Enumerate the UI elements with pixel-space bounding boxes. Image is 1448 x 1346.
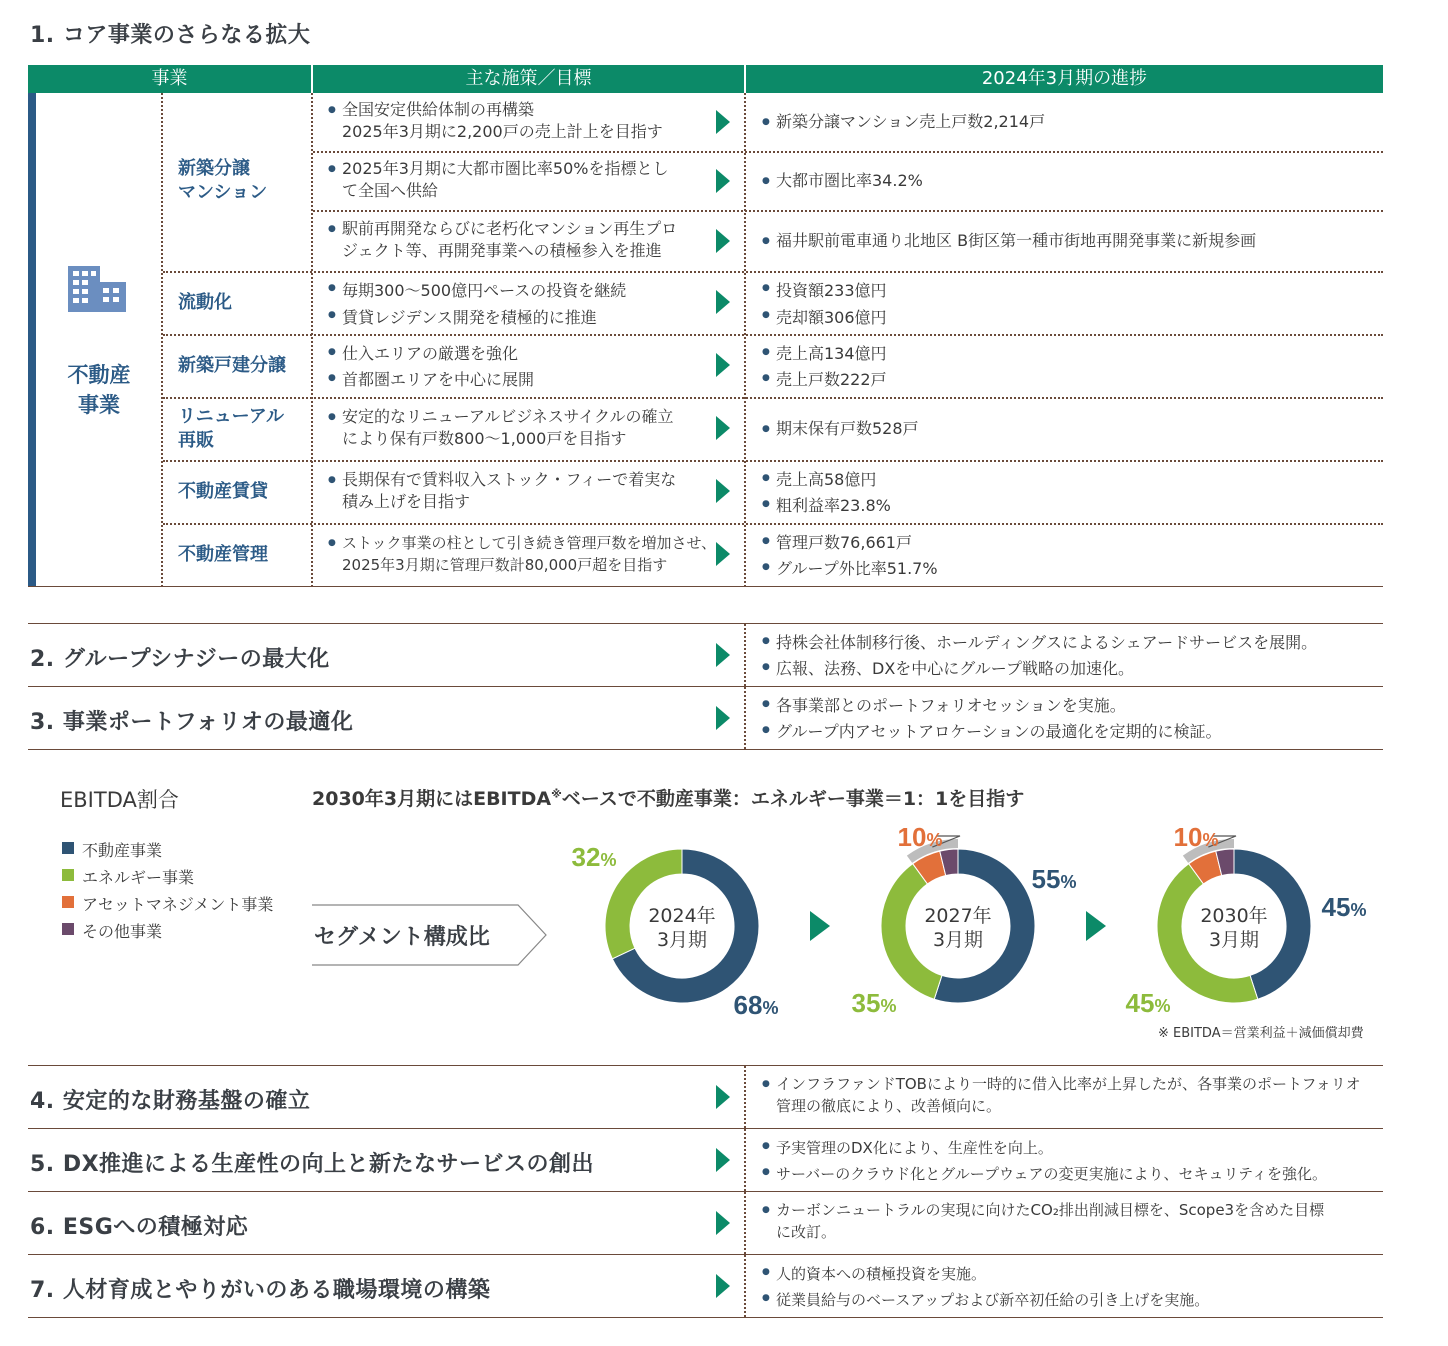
bullet: ● 管理戸数76,661戸 — [762, 530, 938, 556]
bullet: ● 売上戸数222戸 — [762, 367, 887, 393]
header-progress: 2024年3月期の進捗 — [981, 68, 1148, 89]
bullet: ● 毎期300～500億円ペースの投資を継続 — [328, 277, 626, 304]
donut-charts — [540, 800, 1440, 1030]
column-divider — [311, 93, 313, 587]
legend-label: 不動産事業 — [82, 841, 163, 860]
arrow-icon — [716, 1211, 730, 1235]
bullet: ● 広報、法務、DXを中心にグループ戦略の加速化。 — [762, 656, 1317, 682]
arrow-icon — [716, 290, 730, 314]
measure-row-2 — [328, 158, 668, 202]
segment-label: セグメント構成比 — [314, 925, 490, 950]
progress-row-2 — [762, 170, 923, 192]
section-4-bullets — [762, 1073, 1361, 1117]
section-divider — [28, 623, 1383, 624]
legend-label: その他事業 — [82, 922, 163, 941]
footnote: ※ EBITDA＝営業利益＋減価償却費 — [1158, 1026, 1364, 1041]
column-divider — [744, 624, 746, 686]
legend-swatch — [62, 842, 74, 854]
section-5-bullets — [762, 1135, 1327, 1187]
arrow-icon — [716, 1274, 730, 1298]
sub-label-condo: 新築分譲 マンション — [178, 158, 268, 203]
section-divider — [28, 686, 1383, 687]
bullet: ● 賃貸レジデンス開発を積極的に推進 — [328, 304, 626, 331]
bullet: ● ストック事業の柱として引き続き管理戸数を増加させ、 2025年3月期に管理戸数計80,000戸超を目指す — [328, 532, 716, 576]
bullet: ● 安定的なリニューアルビジネスサイクルの確立 により保有戸数800～1,000戸を目指す — [328, 406, 674, 450]
column-divider — [161, 93, 163, 587]
bullet: ● 大都市圏比率34.2% — [762, 170, 923, 192]
section-2-title: 2. グループシナジーの最大化 — [30, 647, 330, 672]
bullet: ● グループ内アセットアロケーションの最適化を定期的に検証。 — [762, 719, 1221, 745]
donut-center-label: 3月期 — [656, 929, 708, 951]
header-measures: 主な施策／目標 — [465, 68, 592, 89]
headline-text: 2030年3月期にはEBITDA — [312, 788, 552, 810]
pct-label-other: 10% — [1173, 822, 1219, 852]
section-divider — [28, 1191, 1383, 1192]
section-divider — [28, 1317, 1383, 1318]
measure-row-8 — [328, 532, 716, 576]
bullet: ● 予実管理のDX化により、生産性を向上。 — [762, 1135, 1327, 1161]
headline-rest: ベースで不動産事業：エネルギー事業＝1：1を目指す — [561, 788, 1025, 810]
header-divider — [311, 65, 313, 93]
donut-center-label: 2030年 — [1200, 905, 1268, 927]
row-divider — [313, 151, 1383, 153]
bullet: ● 福井駅前電車通り北地区 B街区第一種市街地再開発事業に新規参画 — [762, 230, 1256, 252]
arrow-icon — [716, 416, 730, 440]
progress-row-4 — [762, 277, 887, 331]
arrow-icon — [716, 1148, 730, 1172]
bullet: ● 投資額233億円 — [762, 277, 887, 304]
arrow-icon — [716, 229, 730, 253]
headline-mark: ※ — [551, 787, 562, 801]
section-3-title: 3. 事業ポートフォリオの最適化 — [30, 710, 354, 735]
arrow-icon — [716, 353, 730, 377]
sub-label-management: 不動産管理 — [178, 544, 268, 565]
pct-label-real-estate: 45% — [1321, 892, 1367, 922]
bullet: ● グループ外比率51.7% — [762, 556, 938, 582]
column-divider — [744, 1192, 746, 1254]
legend-swatch — [62, 896, 74, 908]
pct-label-energy: 35% — [851, 988, 897, 1018]
column-divider — [744, 1255, 746, 1317]
pct-label-other: 10% — [897, 822, 943, 852]
bullet: ● 2025年3月期に大都市圏比率50%を指標とし て全国へ供給 — [328, 158, 668, 202]
bullet: ● 売上高134億円 — [762, 341, 887, 367]
row-divider — [163, 460, 1383, 462]
section-1-title: 1. コア事業のさらなる拡大 — [30, 23, 311, 48]
section-divider — [28, 1128, 1383, 1129]
bullet: ● 長期保有で賃料収入ストック・フィーで着実な 積み上げを目指す — [328, 469, 676, 513]
table-bottom-line — [28, 586, 1383, 587]
bullet: ● 従業員給与のベースアップおよび新卒初任給の引き上げを実施。 — [762, 1287, 1209, 1313]
pct-label-energy: 45% — [1125, 988, 1171, 1018]
category-label: 不動産 事業 — [67, 363, 131, 417]
donut-center-label: 3月期 — [932, 929, 984, 951]
donut-center-label: 3月期 — [1208, 929, 1260, 951]
bullet: ● 首都圏エリアを中心に展開 — [328, 367, 534, 393]
column-divider — [744, 93, 746, 587]
arrow-icon — [716, 479, 730, 503]
measure-row-7 — [328, 469, 676, 513]
measure-row-6 — [328, 406, 674, 450]
bullet: ● インフラファンドTOBにより一時的に借入比率が上昇したが、各事業のポートフォリオ 管理の徹底により、改善傾向に。 — [762, 1073, 1361, 1117]
bullet: ● 仕入エリアの厳選を強化 — [328, 341, 534, 367]
measure-row-5 — [328, 341, 534, 393]
section-3-bullets — [762, 693, 1221, 745]
category-bar — [28, 93, 36, 587]
arrow-icon — [716, 1085, 730, 1109]
section-7-title: 7. 人材育成とやりがいのある職場環境の構築 — [30, 1278, 491, 1303]
header-business: 事業 — [151, 68, 188, 89]
sub-label-detached: 新築戸建分譲 — [178, 355, 286, 376]
legend-swatch — [62, 869, 74, 881]
bullet: ● 売上高58億円 — [762, 467, 891, 493]
sub-label-liquidation: 流動化 — [178, 292, 232, 313]
progress-row-6 — [762, 418, 919, 440]
measure-row-3 — [328, 218, 677, 262]
pct-label-real-estate: 68% — [733, 990, 779, 1020]
section-2-bullets — [762, 630, 1317, 682]
arrow-icon — [810, 911, 830, 941]
building-icon — [66, 262, 128, 316]
pct-label-energy: 32% — [571, 842, 617, 872]
bullet: ● 駅前再開発ならびに老朽化マンション再生プロ ジェクト等、再開発事業への積極参入を推進 — [328, 218, 677, 262]
section-5-title: 5. DX推進による生産性の向上と新たなサービスの創出 — [30, 1152, 595, 1177]
arrow-icon — [716, 706, 730, 730]
column-divider — [744, 1129, 746, 1191]
bullet: ● 全国安定供給体制の再構築 2025年3月期に2,200戸の売上計上を目指す — [328, 99, 663, 143]
header-divider — [744, 65, 746, 93]
column-divider — [744, 1066, 746, 1128]
row-divider — [313, 210, 1383, 212]
row-divider — [163, 271, 1383, 273]
arrow-icon — [716, 542, 730, 566]
column-divider — [744, 687, 746, 749]
progress-row-7 — [762, 467, 891, 519]
donut-center-label: 2024年 — [648, 905, 716, 927]
row-divider — [163, 334, 1383, 336]
donut-center-label: 2027年 — [924, 905, 992, 927]
section-6-title: 6. ESGへの積極対応 — [30, 1215, 249, 1240]
measure-row-1 — [328, 99, 663, 143]
section-4-title: 4. 安定的な財務基盤の確立 — [30, 1089, 311, 1114]
arrow-icon — [716, 169, 730, 193]
progress-row-5 — [762, 341, 887, 393]
progress-row-3 — [762, 230, 1256, 252]
bullet: ● 新築分譲マンション売上戸数2,214戸 — [762, 111, 1045, 133]
bullet: ● カーボンニュートラルの実現に向けたCO₂排出削減目標を、Scope3を含めた目標 に改訂。 — [762, 1199, 1324, 1243]
progress-row-8 — [762, 530, 938, 582]
arrow-icon — [1086, 911, 1106, 941]
progress-row-1 — [762, 111, 1045, 133]
legend-swatch — [62, 923, 74, 935]
bullet: ● 持株会社体制移行後、ホールディングスによるシェアードサービスを展開。 — [762, 630, 1317, 656]
section-divider — [28, 1254, 1383, 1255]
bullet: ● 人的資本への積極投資を実施。 — [762, 1261, 1209, 1287]
arrow-icon — [716, 643, 730, 667]
bullet: ● 各事業部とのポートフォリオセッションを実施。 — [762, 693, 1221, 719]
sub-label-renewal: リニューアル 再販 — [178, 406, 285, 451]
section-7-bullets — [762, 1261, 1209, 1313]
measure-row-4 — [328, 277, 626, 331]
section-divider — [28, 1065, 1383, 1066]
bullet: ● サーバーのクラウド化とグループウェアの変更実施により、セキュリティを強化。 — [762, 1161, 1327, 1187]
bullet: ● 期末保有戸数528戸 — [762, 418, 919, 440]
row-divider — [163, 523, 1383, 525]
legend-label: エネルギー事業 — [82, 868, 195, 887]
arrow-icon — [716, 110, 730, 134]
sub-label-rental: 不動産賃貸 — [178, 481, 268, 502]
section-divider — [28, 749, 1383, 750]
section-6-bullets — [762, 1199, 1324, 1243]
legend-label: アセットマネジメント事業 — [82, 895, 274, 914]
bullet: ● 粗利益率23.8% — [762, 493, 891, 519]
ebitda-title: EBITDA割合 — [60, 788, 179, 812]
row-divider — [163, 397, 1383, 399]
bullet: ● 売却額306億円 — [762, 304, 887, 331]
pct-label-real-estate: 55% — [1031, 864, 1077, 894]
